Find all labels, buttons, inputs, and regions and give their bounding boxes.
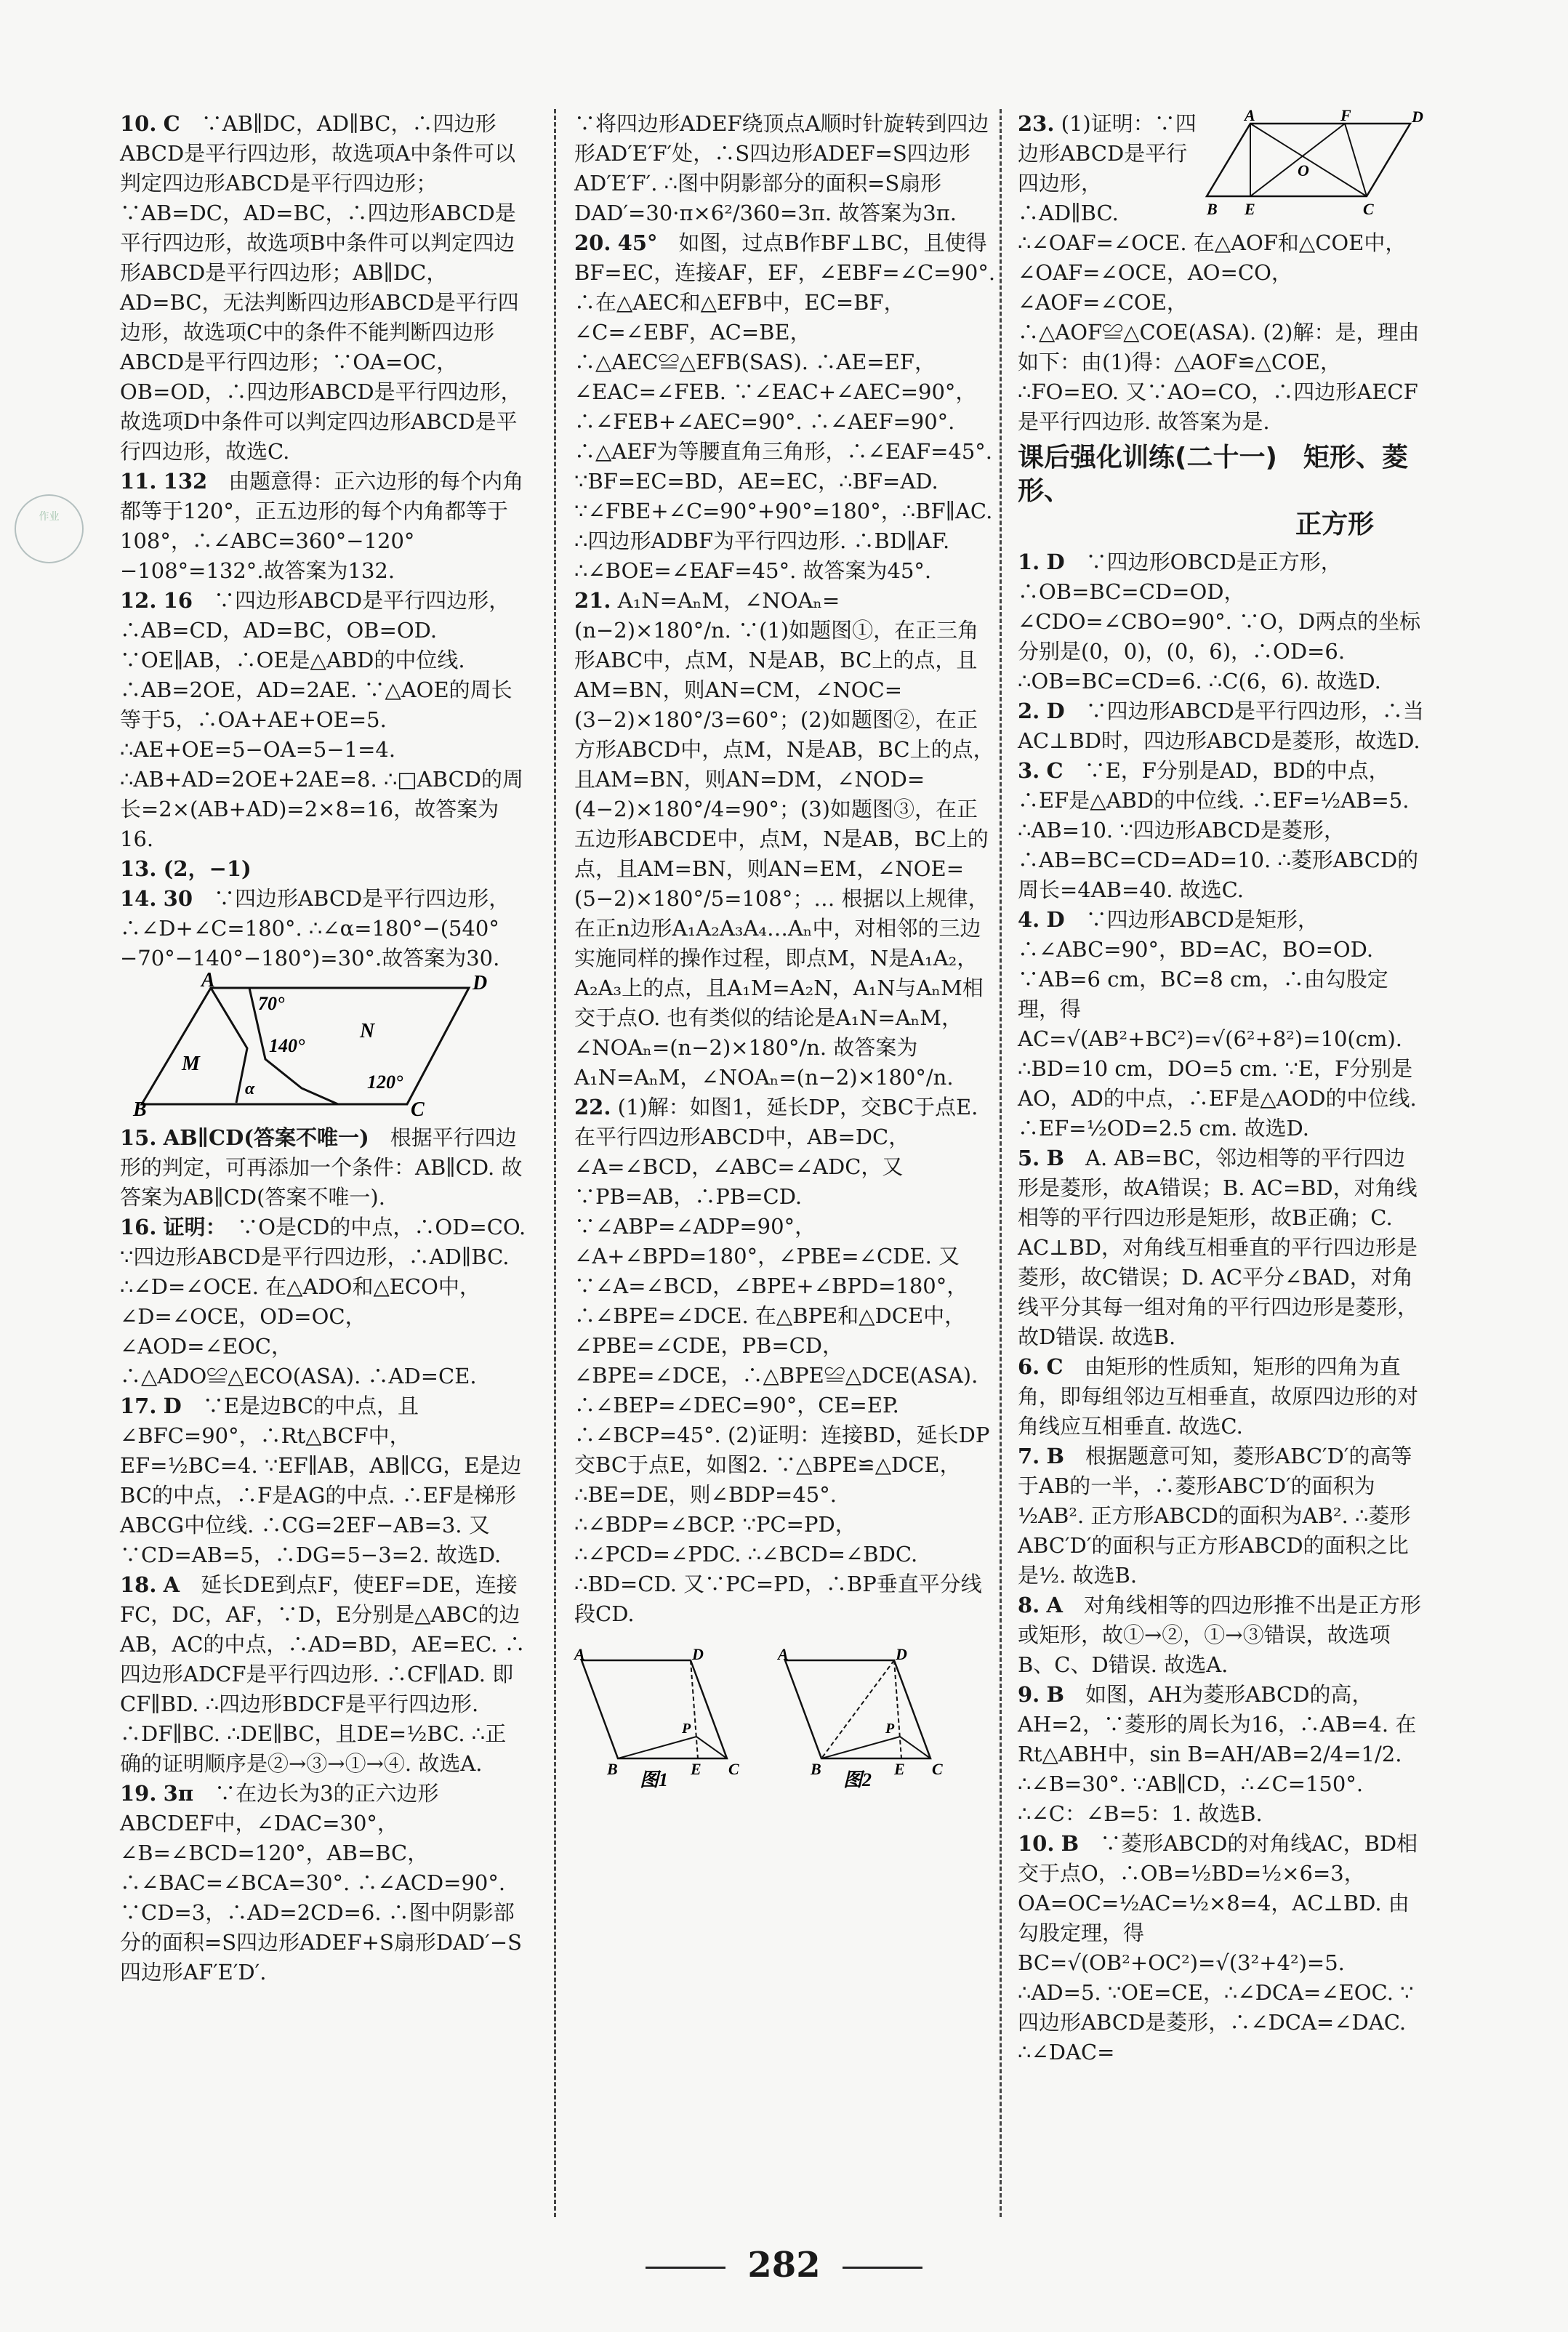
fig22-label: D [692, 1645, 704, 1663]
answer-key: B [1046, 1682, 1065, 1707]
fig22-label: B [811, 1760, 821, 1778]
answer-item [120, 586, 527, 854]
explanation-text: ∵四边形OBCD是正方形，∴OB=BC=CD=OD，∠CDO=∠CBO=90°. ∵O，D两点的坐标分别是(0，0)，(0，6)，∴OD=6. ∴OB=BC=CD=6. ∴C(6，6). 故选D. [1018, 550, 1421, 693]
answer-key: 证明： [163, 1215, 217, 1239]
question-number: 23. [1018, 111, 1055, 136]
explanation-text: ∵四边形ABCD是平行四边形，∴当AC⊥BD时，四边形ABCD是菱形，故选D. [1018, 699, 1424, 753]
fig23-label: O [1298, 161, 1309, 180]
answer-column-1 [120, 109, 527, 1987]
fig22-label: P [885, 1721, 895, 1737]
answer-item [1018, 1442, 1425, 1591]
fig22-caption: 图1 [640, 1769, 669, 1790]
fig23-label: E [1245, 200, 1255, 218]
figure-q23 [1207, 106, 1425, 218]
fig23-label: F [1340, 106, 1351, 124]
fig22-label: C [728, 1760, 739, 1778]
answer-key: 3π [163, 1781, 194, 1806]
answer-key: 30 [163, 886, 193, 911]
answer-key: 45° [617, 230, 658, 255]
question-number: 6. [1018, 1354, 1040, 1379]
answer-key: B [1061, 1831, 1079, 1856]
answer-item [1018, 1591, 1425, 1680]
fig14-label: 120° [367, 1071, 403, 1093]
fig23-label: A [1245, 106, 1255, 124]
explanation-text: ∵四边形ABCD是矩形，∴∠ABC=90°，BD=AC，BO=OD. ∵AB=6 cm，BC=8 cm，∴由勾股定理，得AC=√(AB²+BC²)=√(6²+8²)=10(cm). ∴BD=10 cm，DO=5 cm. ∵E，F分别是AO，AD的中点，∴EF是△AOD的中位线. ∴EF=½OD=2.5 cm. 故选D. [1018, 907, 1417, 1141]
explanation-text: 对角线相等的四边形推不出是正方形或矩形，故①→②，①→③错误，故选项B、C、D错误. 故选A. [1018, 1593, 1422, 1677]
fig22-label: C [932, 1760, 943, 1778]
fig14-label: 140° [269, 1035, 305, 1056]
answer-key: B [1046, 1146, 1065, 1170]
question-number: 8. [1018, 1593, 1040, 1617]
explanation-text: ∵E是边BC的中点，且∠BFC=90°，∴Rt△BCF中，EF=½BC=4. ∵EF∥AB，AB∥CG，E是边BC的中点，∴F是AG的中点. ∴EF是梯形ABCG中位线. ∴CG=2EF−AB=3. 又∵CD=AB=5，∴DG=5−3=2. 故选D. [120, 1394, 522, 1567]
fig14-label: A [201, 969, 215, 992]
answer-key: B [1046, 1444, 1065, 1468]
answer-key: D [1046, 907, 1065, 932]
answer-key: A [163, 1572, 180, 1597]
answer-item [574, 109, 996, 228]
fig22-label: P [682, 1721, 691, 1737]
explanation-text: (1)解：如图1，延长DP，交BC于点E. 在平行四边形ABCD中，AB=DC，∠A=∠BCD，∠ABC=∠ADC，又∵PB=AB，∴PB=CD. ∵∠ABP=∠ADP=90°，∠A+∠BPD=180°，∠PBE=∠CDE. 又∵∠A=∠BCD，∠BPE+∠BPD=180°，∴∠BPE=∠DCE. 在△BPE和△DCE中，∠PBE=∠CDE，PB=CD，∠BPE=∠DCE，∴△BPE≌△DCE(ASA). ∴∠BEP=∠DEC=90°，CE=EP. ∴∠BCP=45°. (2)证明：连接BD，延长DP交BC于点E，如图2. ∵△BPE≌△DCE，∴BE=DE，则∠BDP=45°. ∴∠BDP=∠BCP. ∵PC=PD，∴∠PCD=∠PDC. ∴∠BCD=∠BDC. ∴BD=CD. 又∵PC=PD，∴BP垂直平分线段CD. [574, 1095, 990, 1626]
fig14-label: M [182, 1053, 200, 1075]
answer-item [120, 854, 527, 884]
explanation-text: 由矩形的性质知，矩形的四角为直角，即每组邻边互相垂直，故原四边形的对角线应互相垂直. 故选C. [1018, 1354, 1419, 1439]
question-number: 9. [1018, 1682, 1040, 1707]
question-number: 19. [120, 1781, 157, 1806]
answer-key: AB∥CD(答案不唯一) [163, 1125, 369, 1150]
figure-q22-2 [778, 1645, 952, 1790]
question-number: 16. [120, 1215, 157, 1239]
answer-item [120, 1213, 527, 1391]
fig14-label: α [245, 1079, 255, 1098]
fig22-label: E [691, 1760, 701, 1778]
answer-key: A [1046, 1593, 1064, 1617]
explanation-text: ∵四边形ABCD是平行四边形，∴∠D+∠C=180°. ∴∠α=180°−(540°−70°−140°−180°)=30°.故答案为30. [120, 886, 510, 970]
answer-item [120, 467, 527, 586]
question-number: 1. [1018, 550, 1040, 574]
section-heading [1018, 441, 1425, 542]
answer-key: C [1046, 1354, 1064, 1379]
answer-key: C [1046, 758, 1064, 783]
circular-stamp: 作业 [15, 494, 84, 563]
answer-key: D [1046, 550, 1065, 574]
answer-item [574, 1093, 996, 1629]
answer-item [1018, 696, 1425, 756]
question-number: 3. [1018, 758, 1040, 783]
answer-item [1018, 756, 1425, 905]
explanation-text: ∵AB∥DC，AD∥BC，∴四边形ABCD是平行四边形，故选项A中条件可以判定四边形ABCD是平行四边形；∵AB=DC，AD=BC，∴四边形ABCD是平行四边形，故选项B中条件可以判定四边形ABCD是平行四边形；AB∥DC，AD=BC，无法判断四边形ABCD是平行四边形，故选项C中的条件不能判断四边形ABCD是平行四边形；∵OA=OC，OB=OD，∴四边形ABCD是平行四边形，故选项D中条件可以判定四边形ABCD是平行四边形，故选C. [120, 111, 522, 464]
fig23-label: D [1412, 108, 1423, 126]
explanation-text: ∵将四边形ADEF绕顶点A顺时针旋转到四边形AD′E′F′处，∴S四边形ADEF=S四边形AD′E′F′. ∴图中阴影部分的面积=S扇形DAD′=30·π×6²/360=3π. 故答案为3π. [574, 111, 989, 225]
answer-item [120, 1779, 527, 1987]
answer-item [1018, 547, 1425, 696]
question-number: 4. [1018, 907, 1040, 932]
explanation-text: A. AB=BC，邻边相等的平行四边形是菱形，故A错误；B. AC=BD，对角线相等的平行四边形是矩形，故B正确；C. AC⊥BD，对角线互相垂直的平行四边形是菱形，故C错误；D. AC平分∠BAD，对角线平分其每一组对角的平行四边形是菱形，故D错误. 故选B. [1018, 1146, 1419, 1349]
answer-key: C [163, 111, 180, 136]
answer-column-2 [574, 109, 996, 1793]
answer-item [1018, 1143, 1425, 1352]
answer-item [120, 1123, 527, 1213]
fig23-label: C [1363, 200, 1374, 218]
figure-q14 [120, 969, 488, 1121]
answer-item [120, 1570, 527, 1779]
fig14-label: D [473, 972, 488, 994]
answer-key: D [1046, 699, 1065, 723]
explanation-text: 根据平行四边形的判定，可再添加一个条件：AB∥CD. 故答案为AB∥CD(答案不唯一). [120, 1125, 523, 1210]
explanation-text: ∵菱形ABCD的对角线AC，BD相交于点O，∴OB=½BD=½×6=3，OA=OC=½AC=½×8=4，AC⊥BD. 由勾股定理，得BC=√(OB²+OC²)=√(3²+4²)=5. ∴AD=5. ∵OE=CE，∴∠DCA=∠EOC. ∵四边形ABCD是菱形，∴∠DCA=∠DAC. ∴∠DAC= [1018, 1831, 1418, 2064]
question-number: 15. [120, 1125, 157, 1150]
question-number: 5. [1018, 1146, 1040, 1170]
column-divider-1 [554, 109, 556, 2217]
question-number: 7. [1018, 1444, 1040, 1468]
explanation-text: 根据题意可知，菱形ABC′D′的高等于AB的一半，∴菱形ABC′D′的面积为½AB². 正方形ABCD的面积为AB². ∴菱形ABC′D′的面积与正方形ABCD的面积之比是½. 故选B. [1018, 1444, 1412, 1588]
fig23-label: B [1207, 200, 1218, 218]
answer-key: D [163, 1394, 182, 1418]
fig14-label: C [411, 1098, 425, 1121]
fig14-label: B [133, 1098, 147, 1121]
explanation-text: ∵在边长为3的正六边形ABCDEF中，∠DAC=30°，∠B=∠BCD=120°，AB=BC，∴∠BAC=∠BCA=30°. ∴∠ACD=90°. ∵CD=3，∴AD=2CD=6. ∴图中阴影部分的面积=S四边形ADEF+S扇形DAD′−S四边形AF′E′D′. [120, 1781, 523, 1985]
answer-key: (2，−1) [163, 856, 252, 881]
explanation-text: A₁N=AₙM，∠NOAₙ=(n−2)×180°/n. ∵(1)如题图①，在正三角形ABC中，点M，N是AB，BC上的点，且AM=BN，则AN=CM，∠NOC=(3−2)×180°/3=60°；(2)如题图②，在正方形ABCD中，点M，N是AB，BC上的点，且AM=BN，则AN=DM，∠NOD=(4−2)×180°/4=90°；(3)如题图③，在正五边形ABCDE中，点M，N是AB，BC上的点，且AM=BN，则AN=EM，∠NOE=(5−2)×180°/5=108°；… 根据以上规律，在正n边形A₁A₂A₃A₄…Aₙ中，对相邻的三边实施同样的操作过程，即点M，N是A₁A₂，A₂A₃上的点，且A₁M=A₂N，A₁N与AₙM相交于点O. 也有类似的结论是A₁N=AₙM，∠NOAₙ=(n−2)×180°/n. 故答案为A₁N=AₙM，∠NOAₙ=(n−2)×180°/n. [574, 588, 994, 1090]
explanation-text: (1)证明：∵四边形ABCD是平行四边形，∴AD∥BC. ∴∠OAF=∠OCE. 在△AOF和△COE中，∠OAF=∠OCE，AO=CO，∠AOF=∠COE，∴△AOF≌△COE(ASA). (2)解：是，理由如下：由(1)得：△AOF≌△COE，∴FO=EO. 又∵AO=CO，∴四边形AECF是平行四边形. 故答案为是. [1018, 111, 1420, 434]
fig14-label: 70° [258, 993, 285, 1014]
fig22-label: D [896, 1645, 907, 1663]
question-number: 12. [120, 588, 157, 613]
explanation-text: 如图，过点B作BF⊥BC，且使得BF=EC，连接AF，EF，∠EBF=∠C=90°. ∴在△AEC和△EFB中，EC=BF，∠C=∠EBF，AC=BE，∴△AEC≌△EFB(SAS). ∴AE=EF，∠EAC=∠FEB. ∵∠EAC+∠AEC=90°，∴∠FEB+∠AEC=90°. ∴∠AEF=90°. ∴△AEF为等腰直角三角形，∴∠EAF=45°. ∵BF=EC=BD，AE=EC，∴BF=AD. ∵∠FBE+∠C=90°+90°=180°，∴BF∥AC. ∴四边形ADBF为平行四边形. ∴BD∥AF. ∴∠BOE=∠EAF=45°. 故答案为45°. [574, 230, 996, 583]
page-number: 282 [0, 2245, 1568, 2285]
question-number: 14. [120, 886, 157, 911]
question-number: 21. [574, 588, 611, 613]
section-heading-sub: 正方形 [1295, 510, 1374, 539]
answer-column-3 [1018, 106, 1425, 2067]
answer-key: 132 [163, 469, 208, 494]
question-number: 10. [1018, 1831, 1055, 1856]
answer-item [1018, 1829, 1425, 2067]
question-number: 18. [120, 1572, 157, 1597]
fig14-label: N [360, 1020, 375, 1042]
explanation-text: 延长DE到点F，使EF=DE，连接FC，DC，AF，∵D，E分别是△ABC的边AB，AC的中点，∴AD=BD，AE=EC. ∴四边形ADCF是平行四边形. ∴CF∥AD. 即CF∥BD. ∴四边形BDCF是平行四边形. ∴DF∥BC. ∴DE∥BC，且DE=½BC. ∴正确的证明顺序是②→③→①→④. 故选A. [120, 1572, 526, 1776]
answer-item [574, 228, 996, 586]
answer-key: 16 [163, 588, 193, 613]
answer-item [1018, 1680, 1425, 1829]
question-number: 2. [1018, 699, 1040, 723]
section-heading-main: 课后强化训练(二十一) 矩形、菱形、 [1018, 443, 1408, 506]
fig22-label: A [778, 1645, 789, 1663]
explanation-text: ∵O是CD的中点，∴OD=CO. ∵四边形ABCD是平行四边形，∴AD∥BC. ∴∠D=∠OCE. 在△ADO和△ECO中，∠D=∠OCE，OD=OC，∠AOD=∠EOC，∴△ADO≌△ECO(ASA). ∴AD=CE. [120, 1215, 526, 1388]
fig22-label: A [574, 1645, 585, 1663]
column-divider-2 [1000, 109, 1002, 2217]
answer-item [120, 884, 527, 973]
explanation-text: ∵E，F分别是AD，BD的中点，∴EF是△ABD的中位线. ∴EF=½AB=5. ∴AB=10. ∵四边形ABCD是菱形，∴AB=BC=CD=AD=10. ∴菱形ABCD的周长=4AB=40. 故选C. [1018, 758, 1419, 902]
figure-q22-1 [574, 1645, 749, 1790]
question-number: 22. [574, 1095, 611, 1119]
explanation-text: 由题意得：正六边形的每个内角都等于120°，正五边形的每个内角都等于108°，∴∠ABC=360°−120°−108°=132°.故答案为132. [120, 469, 524, 583]
fig22-label: E [894, 1760, 905, 1778]
question-number: 17. [120, 1394, 157, 1418]
explanation-text: 如图，AH为菱形ABCD的高，AH=2，∵菱形的周长为16，∴AB=4. 在Rt△ABH中，sin B=AH/AB=2/4=1/2. ∴∠B=30°. ∵AB∥CD，∴∠C=150°. ∴∠C：∠B=5：1. 故选B. [1018, 1682, 1417, 1826]
question-number: 10. [120, 111, 157, 136]
question-number: 20. [574, 230, 611, 255]
answer-item [120, 109, 527, 467]
explanation-text: ∵四边形ABCD是平行四边形，∴AB=CD，AD=BC，OB=OD. ∵OE∥AB，∴OE是△ABD的中位线. ∴AB=2OE，AD=2AE. ∵△AOE的周长等于5，∴OA+AE+OE=5. ∴AE+OE=5−OA=5−1=4. ∴AB+AD=2OE+2AE=8. ∴□ABCD的周长=2×(AB+AD)=2×8=16，故答案为16. [120, 588, 524, 851]
question-number: 13. [120, 856, 157, 881]
answer-item [1018, 1352, 1425, 1442]
fig22-caption: 图2 [843, 1769, 872, 1790]
answer-item [574, 586, 996, 1093]
answer-item [1018, 905, 1425, 1143]
fig22-label: B [607, 1760, 618, 1778]
answer-item [120, 1391, 527, 1570]
question-number: 11. [120, 469, 157, 494]
